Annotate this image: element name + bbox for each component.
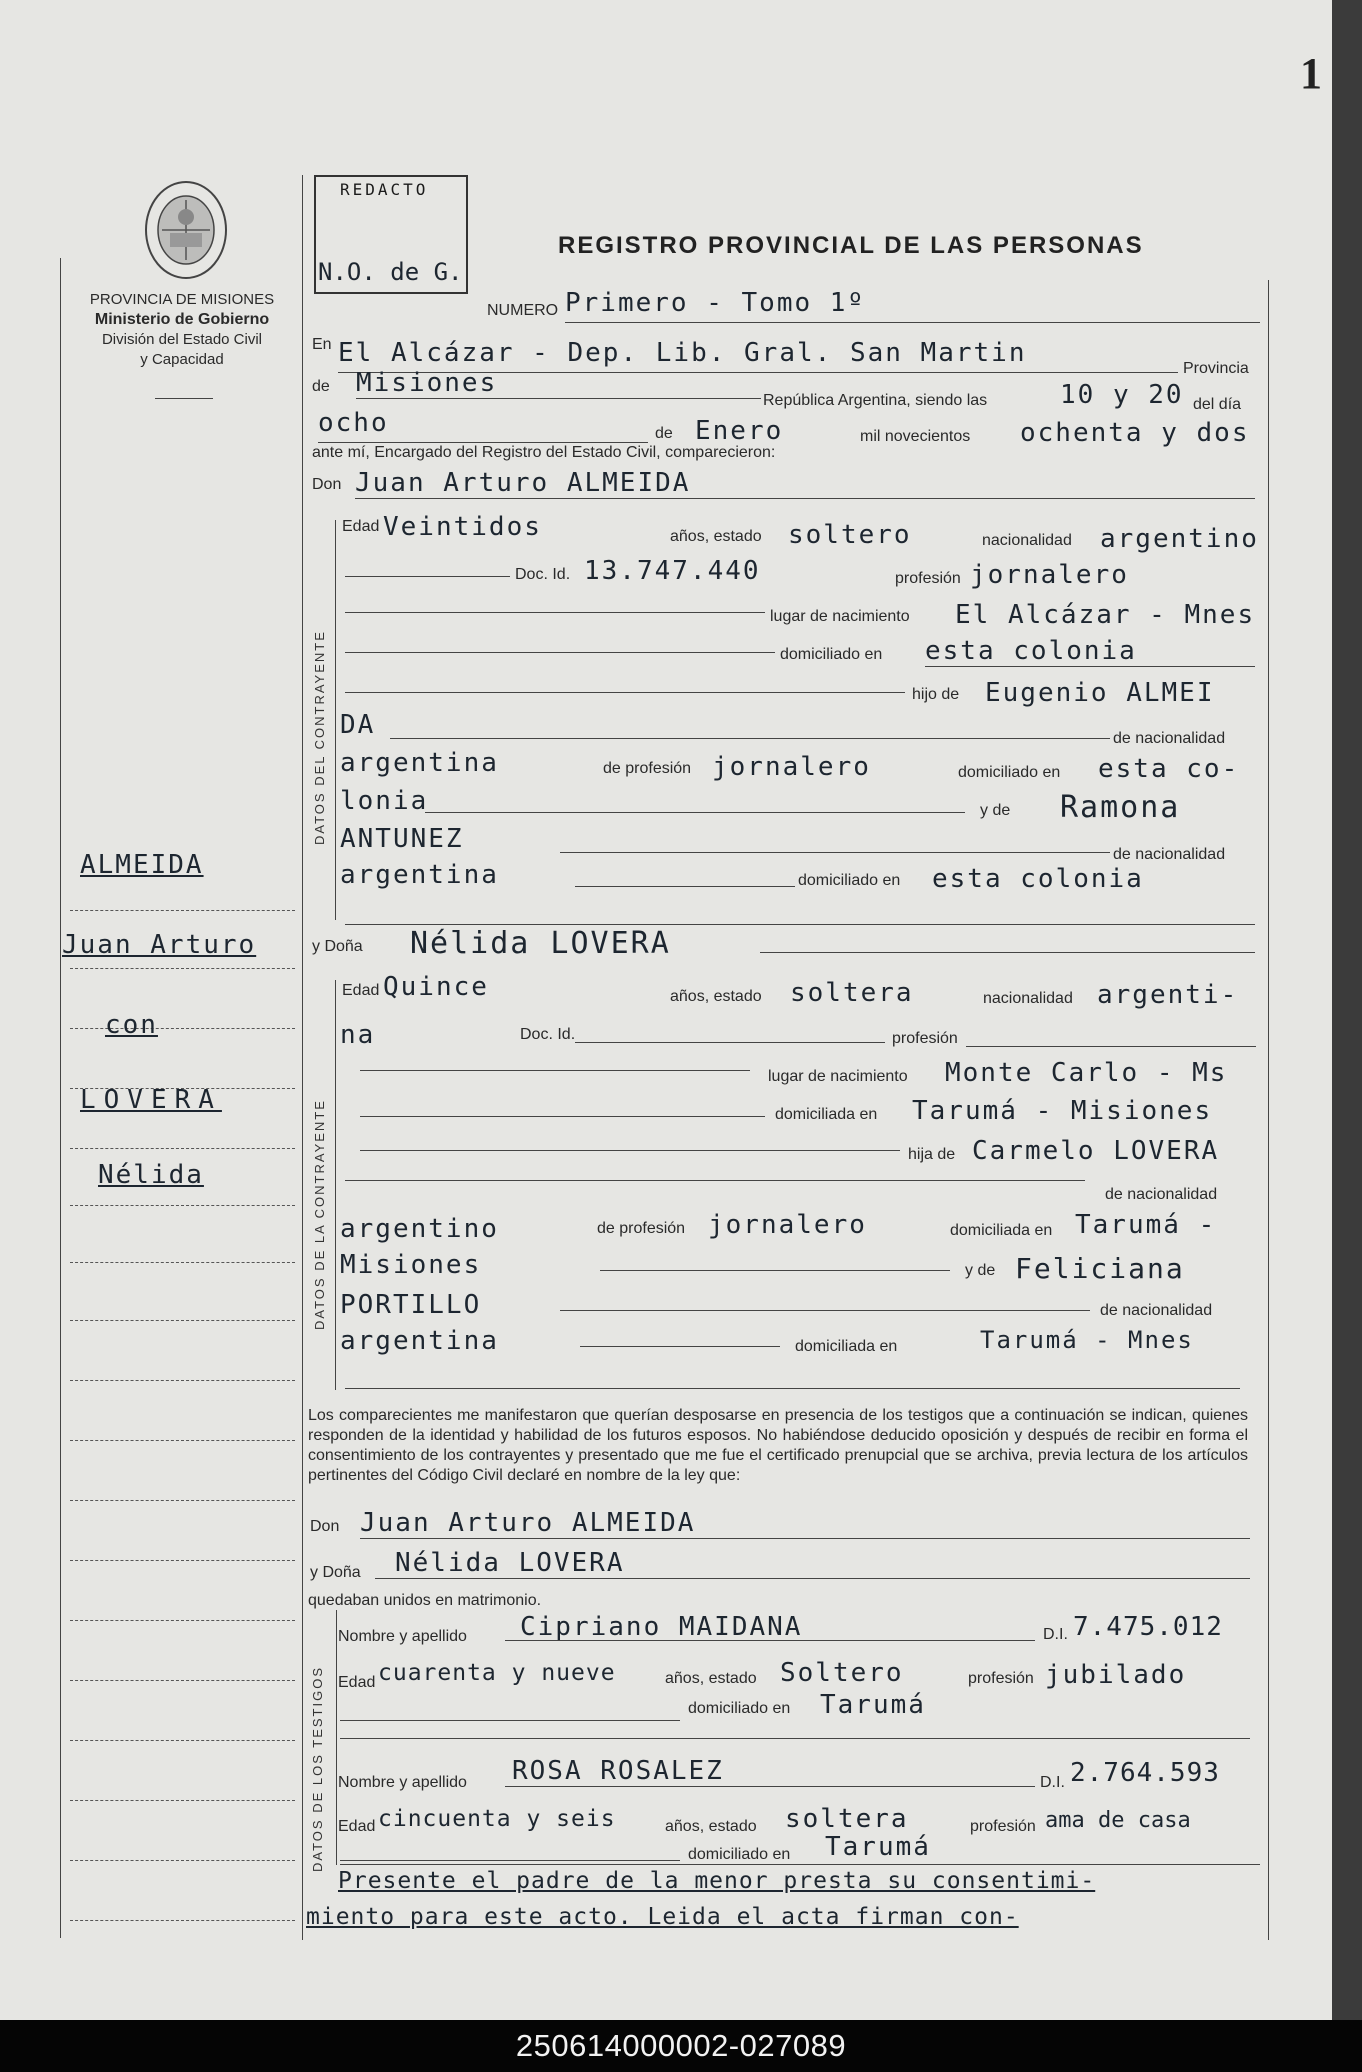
madre-domicilio-label: domiciliado en	[798, 872, 901, 889]
t1-domicilio-label: domiciliado en	[688, 1700, 791, 1717]
contrayente-section-line	[335, 520, 336, 920]
numero-label: NUMERO	[487, 302, 559, 319]
mes-value: Enero	[695, 416, 784, 446]
ministry-line: Ministerio de Gobierno	[94, 311, 270, 328]
field-line	[390, 738, 1110, 739]
hija-label: hija de	[908, 1146, 956, 1163]
field-line	[340, 1860, 680, 1861]
field-line	[360, 1116, 765, 1117]
field-line	[925, 666, 1255, 667]
hijo-label: hijo de	[912, 686, 960, 703]
contrayente-section-label: DATOS DEL CONTRAYENTE	[312, 630, 327, 845]
t1-estado-label: años, estado	[665, 1670, 757, 1687]
t2-estado-label: años, estado	[665, 1818, 757, 1835]
en-label: En	[312, 336, 332, 353]
de2-label: de	[655, 425, 673, 442]
field-line	[575, 886, 795, 887]
t2-di-value: 2.764.593	[1070, 1758, 1220, 1788]
field-line	[425, 812, 965, 813]
declaration-paragraph: Los comparecientes me manifestaron que querían desposarse en presencia de los testigos que a continuación se indican, quienes responden de la identidad y habilidad de los futuros esposos. No habiéndose deducido oposición y después de recibir en forma el consentimiento de los contrayentes y presentado que me fue el certificado prenupcial que se archiva, previa lectura de los artículos pertinentes del Código Civil declaré en nombre de la ley que:	[308, 1407, 1248, 1484]
t1-profesion-label: profesión	[968, 1670, 1034, 1687]
field-line	[345, 652, 775, 653]
estado-label: años, estado	[670, 528, 762, 545]
edad-value: Veintidos	[383, 512, 542, 542]
nacionalidad-label: nacionalidad	[982, 532, 1072, 549]
field-line	[360, 1150, 900, 1151]
provincial-seal	[140, 175, 232, 285]
padre-value-1: Eugenio ALMEI	[985, 678, 1215, 708]
padre-f-value: Carmelo LOVERA	[972, 1136, 1220, 1166]
t2-edad-label: Edad	[338, 1818, 376, 1835]
field-line	[345, 612, 765, 613]
book-binding	[1332, 0, 1362, 2020]
testigos-section-line	[336, 1610, 337, 1865]
de-profesion-label: de profesión	[603, 760, 692, 777]
field-line	[340, 1738, 1250, 1739]
index-given-name-2: Nélida	[98, 1160, 204, 1190]
madre-f-domicilio-label: domiciliada en	[795, 1338, 898, 1355]
field-line	[565, 322, 1260, 323]
madre-f-value-2: PORTILLO	[340, 1290, 482, 1320]
nacionalidad-f-value-2: na	[340, 1020, 376, 1050]
madre-nac-label: de nacionalidad	[1113, 846, 1226, 863]
contrayente-f-section-line	[335, 980, 336, 1390]
left-margin-line	[60, 258, 61, 1938]
padre-profesion: jornalero	[712, 752, 871, 782]
doc-value: 13.747.440	[584, 556, 761, 586]
t2-domicilio-value: Tarumá	[825, 1832, 931, 1862]
padre-nacionalidad: argentina	[340, 748, 499, 778]
hora-value: 10 y 20	[1060, 380, 1184, 410]
field-line	[345, 1180, 1085, 1181]
quedaban-label: quedaban unidos en matrimonio.	[308, 1592, 542, 1609]
anio-value: ochenta y dos	[1020, 418, 1250, 448]
redacto-label: REDACTO	[340, 180, 429, 199]
main-frame-right	[1268, 280, 1269, 1940]
madre-f-nac-label: de nacionalidad	[1100, 1302, 1213, 1319]
field-line	[345, 1388, 1240, 1389]
madre-f-nacionalidad: argentina	[340, 1326, 499, 1356]
field-line	[505, 1640, 1035, 1641]
de-profesion-f-label: de profesión	[597, 1220, 686, 1237]
provincia-label: Provincia	[1183, 360, 1249, 377]
republica-label: República Argentina, siendo las	[763, 392, 988, 409]
province-line: PROVINCIA DE MISIONES	[89, 291, 275, 308]
padre-domicilio-1: esta co-	[1098, 754, 1240, 784]
lugar-f-value: Monte Carlo - Ms	[945, 1058, 1228, 1088]
madre-value-1: Ramona	[1060, 790, 1181, 825]
padre-f-profesion: jornalero	[708, 1210, 867, 1240]
doc-f-label: Doc. Id.	[520, 1026, 576, 1043]
madre-f-domicilio: Tarumá - Mnes	[980, 1326, 1194, 1354]
padre-domicilio-label: domiciliado en	[958, 764, 1061, 781]
main-frame-left	[302, 175, 303, 1940]
field-line	[580, 1346, 780, 1347]
left-header	[62, 290, 302, 370]
t2-profesion-value: ama de casa	[1045, 1808, 1191, 1833]
t1-di-value: 7.475.012	[1073, 1612, 1223, 1642]
capacity-line: y Capacidad	[140, 351, 224, 368]
field-line	[340, 1720, 680, 1721]
padre-f-domicilio-1: Tarumá -	[1075, 1210, 1217, 1240]
domicilio-f-label: domiciliada en	[775, 1106, 878, 1123]
field-line	[345, 692, 905, 693]
padre-domicilio-2: lonia	[340, 786, 429, 816]
t2-nombre-value: ROSA ROSALEZ	[512, 1756, 724, 1786]
page-title: REGISTRO PROVINCIAL DE LAS PERSONAS	[558, 232, 1144, 259]
madre-value-2: ANTUNEZ	[340, 824, 464, 854]
t1-nombre-value: Cipriano MAIDANA	[520, 1612, 803, 1642]
lugar-f-label: lugar de nacimiento	[768, 1068, 908, 1085]
nacionalidad-f-label: nacionalidad	[983, 990, 1073, 1007]
numero-value: Primero - Tomo 1º	[565, 288, 866, 318]
padre-f-nacionalidad: argentino	[340, 1214, 499, 1244]
page-number: 1	[1300, 49, 1322, 98]
field-line	[966, 1046, 1256, 1047]
t2-nombre-label: Nombre y apellido	[338, 1774, 467, 1791]
contrayente-f-nombre: Nélida LOVERA	[410, 926, 671, 961]
field-line	[318, 442, 648, 443]
testigos-section-label: DATOS DE LOS TESTIGOS	[310, 1666, 325, 1872]
estado-value: soltero	[788, 520, 912, 550]
field-line	[575, 1042, 885, 1043]
union-dona-label: y Doña	[310, 1564, 361, 1581]
field-line	[345, 576, 510, 577]
provincia-value: Misiones	[356, 368, 498, 398]
madre-nacionalidad: argentina	[340, 860, 499, 890]
redacto-value: N.O. de G.	[318, 258, 463, 286]
profesion-label: profesión	[895, 570, 961, 587]
lugar-value: El Alcázar - Mnes	[955, 600, 1256, 630]
t2-profesion-label: profesión	[970, 1818, 1036, 1835]
field-line	[345, 924, 1255, 925]
doc-label: Doc. Id.	[515, 566, 571, 583]
dia-value: ocho	[318, 408, 389, 438]
field-line	[560, 852, 1110, 853]
de-nacionalidad-label: de nacionalidad	[1113, 730, 1226, 747]
y-de-f-label: y de	[965, 1262, 996, 1279]
contrayente-f-section-label: DATOS DE LA CONTRAYENTE	[312, 1099, 327, 1330]
madre-f-value-1: Feliciana	[1015, 1252, 1185, 1285]
padre-f-domicilio-label: domiciliada en	[950, 1222, 1053, 1239]
field-line	[560, 1310, 1090, 1311]
profesion-value: jornalero	[970, 560, 1129, 590]
padre-value-2: DA	[340, 710, 376, 740]
mil-label: mil novecientos	[860, 428, 971, 445]
field-line	[600, 1270, 950, 1271]
ante-label: ante mí, Encargado del Registro del Estado Civil, comparecieron:	[312, 444, 776, 461]
index-surname-2: LOVERA	[80, 1085, 222, 1115]
union-dona-value: Nélida LOVERA	[395, 1548, 625, 1578]
edad-f-label: Edad	[342, 982, 380, 999]
nacionalidad-value: argentino	[1100, 524, 1259, 554]
de-label: de	[312, 378, 330, 395]
estado-f-value: soltera	[790, 978, 914, 1008]
t1-edad-value: cuarenta y nueve	[378, 1660, 616, 1686]
y-de-label: y de	[980, 802, 1011, 819]
field-line	[355, 498, 1255, 499]
union-don-label: Don	[310, 1518, 340, 1535]
contrayente-nombre: Juan Arturo ALMEIDA	[355, 468, 691, 498]
divider	[155, 398, 213, 399]
domicilio-f-value: Tarumá - Misiones	[912, 1096, 1213, 1126]
t1-edad-label: Edad	[338, 1674, 376, 1691]
field-line	[760, 952, 1255, 953]
field-line	[360, 1070, 750, 1071]
division-line: División del Estado Civil	[101, 331, 263, 348]
t1-nombre-label: Nombre y apellido	[338, 1628, 467, 1645]
lugar-label: lugar de nacimiento	[770, 608, 910, 625]
edad-f-value: Quince	[383, 972, 489, 1002]
t1-domicilio-value: Tarumá	[820, 1690, 926, 1720]
t2-domicilio-label: domiciliado en	[688, 1846, 791, 1863]
field-line	[375, 1578, 1250, 1579]
union-don-value: Juan Arturo ALMEIDA	[360, 1508, 696, 1538]
barcode-id: 250614000002-027089	[0, 2020, 1362, 2072]
t2-edad-value: cincuenta y seis	[378, 1806, 616, 1832]
index-con: con	[105, 1010, 158, 1040]
estado-f-label: años, estado	[670, 988, 762, 1005]
edad-label: Edad	[342, 518, 380, 535]
footer-note-line-2: miento para este acto. Leida el acta firman con-	[306, 1904, 1019, 1930]
index-surname: ALMEIDA	[80, 850, 204, 880]
t2-estado-value: soltera	[785, 1804, 909, 1834]
don-label: Don	[312, 476, 342, 493]
domicilio-label: domiciliado en	[780, 646, 883, 663]
del-dia-label: del día	[1193, 396, 1242, 413]
dona-label: y Doña	[312, 938, 363, 955]
field-line	[505, 1786, 1035, 1787]
de-nacionalidad-f-label: de nacionalidad	[1105, 1186, 1218, 1203]
padre-f-domicilio-2: Misiones	[340, 1250, 482, 1280]
madre-domicilio: esta colonia	[932, 864, 1144, 894]
t1-di-label: D.I.	[1043, 1626, 1068, 1643]
field-line	[356, 398, 761, 399]
nacionalidad-f-value-1: argenti-	[1097, 980, 1239, 1010]
domicilio-value: esta colonia	[925, 636, 1137, 666]
en-value: El Alcázar - Dep. Lib. Gral. San Martin	[338, 338, 1027, 368]
footer-note-line-1: Presente el padre de la menor presta su consentimi-	[338, 1868, 1096, 1894]
t1-estado-value: Soltero	[780, 1658, 904, 1688]
t2-di-label: D.I.	[1040, 1774, 1065, 1791]
index-given-name: Juan Arturo	[62, 930, 257, 960]
field-line	[360, 1538, 1250, 1539]
profesion-f-label: profesión	[892, 1030, 958, 1047]
t1-profesion-value: jubilado	[1045, 1660, 1187, 1690]
field-line	[340, 1864, 1260, 1865]
